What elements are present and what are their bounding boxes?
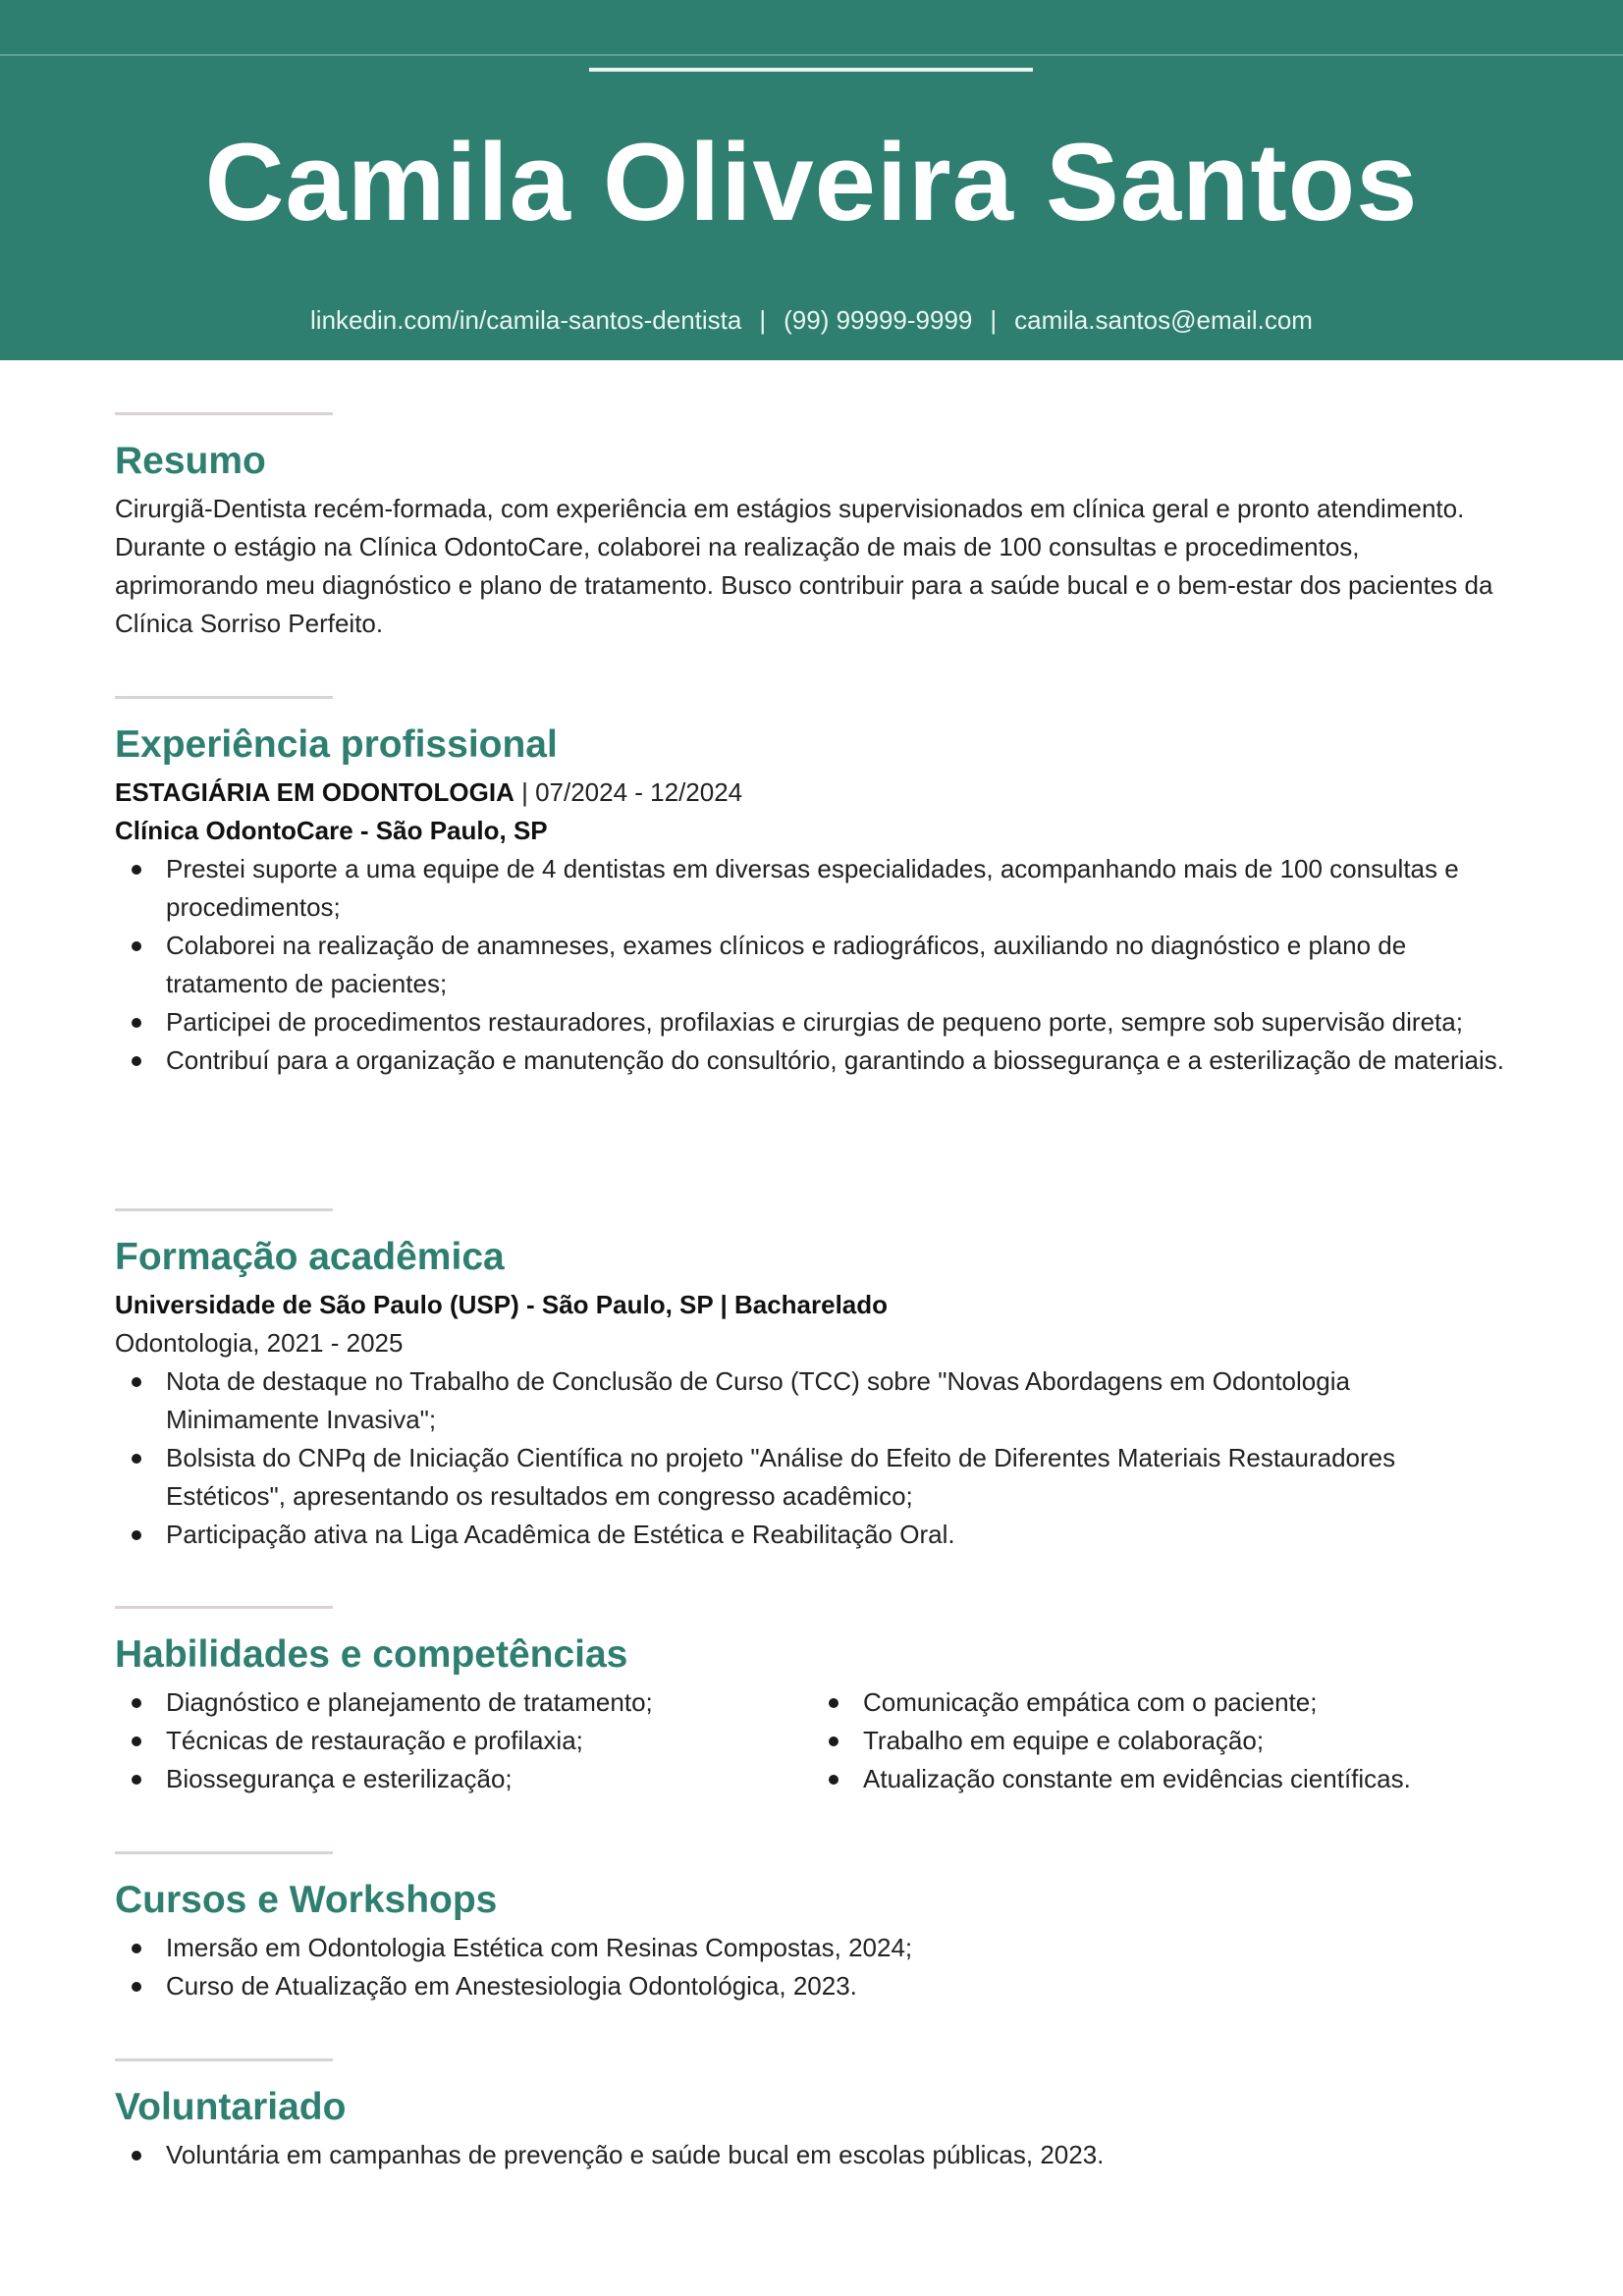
list-item: Biossegurança e esterilização;: [166, 1760, 812, 1798]
section-formacao: [115, 1208, 1509, 1554]
list-item: Imersão em Odontologia Estética com Resinas Compostas, 2024;: [166, 1929, 1509, 1967]
section-divider: [115, 412, 333, 415]
section-divider: [115, 1208, 333, 1211]
job-role: ESTAGIÁRIA EM ODONTOLOGIA: [115, 777, 514, 807]
section-title: Cursos e Workshops: [115, 1879, 498, 1921]
summary-text: Cirurgiã-Dentista recém-formada, com experiência em estágios supervisionados em clínica geral e pronto atendimento. Durante o estágio na Clínica OdontoCare, colaborei na realização de mais de 100 consultas e procedimentos, aprimorando meu diagnóstico e plano de tratamento. Busco contribuir para a saúde bucal e o bem-estar dos pacientes da Clínica Sorriso Perfeito.: [115, 494, 1493, 638]
contact-separator: |: [759, 305, 767, 335]
section-divider: [115, 696, 333, 699]
section-habilidades: [115, 1606, 1509, 1798]
courses-list: [115, 1929, 1509, 2005]
list-item: Participação ativa na Liga Acadêmica de Estética e Reabilitação Oral.: [166, 1516, 1509, 1554]
section-voluntariado: [115, 2058, 1509, 2174]
section-divider: [115, 1851, 333, 1854]
section-title: Voluntariado: [115, 2086, 347, 2128]
volunteer-list: [115, 2136, 1509, 2174]
list-item: Contribuí para a organização e manutenção do consultório, garantindo a biossegurança e a esterilização de materiais.: [166, 1041, 1509, 1080]
contact-separator: |: [990, 305, 998, 335]
list-item: Nota de destaque no Trabalho de Conclusão de Curso (TCC) sobre "Novas Abordagens em Odontologia Minimamente Invasiva";: [166, 1362, 1509, 1439]
list-item: Diagnóstico e planejamento de tratamento;: [166, 1683, 812, 1722]
email-link[interactable]: camila.santos@email.com: [1014, 305, 1313, 335]
header-top-line: [0, 54, 1623, 56]
list-item: Voluntária em campanhas de prevenção e saúde bucal em escolas públicas, 2023.: [166, 2136, 1509, 2174]
skills-columns: [115, 1683, 1509, 1798]
list-item: Trabalho em equipe e colaboração;: [863, 1722, 1509, 1760]
list-item: Atualização constante em evidências científicas.: [863, 1760, 1509, 1798]
job-bullets: [115, 850, 1509, 1080]
institution: Universidade de São Paulo (USP) - São Paulo, SP | Bacharelado: [115, 1290, 889, 1319]
candidate-name: Camila Oliveira Santos: [204, 121, 1419, 243]
phone-number: (99) 99999-9999: [784, 305, 973, 335]
contact-line: [0, 302, 1623, 338]
header-divider: [589, 68, 1033, 72]
list-item: Curso de Atualização em Anestesiologia Odontológica, 2023.: [166, 1967, 1509, 2005]
list-item: Comunicação empática com o paciente;: [863, 1683, 1509, 1722]
header-banner: [0, 0, 1623, 360]
list-item: Bolsista do CNPq de Iniciação Científica no projeto "Análise do Efeito de Diferentes Materiais Restauradores Estéticos", apresentando os resultados em congresso acadêmico;: [166, 1439, 1509, 1516]
linkedin-link[interactable]: linkedin.com/in/camila-santos-dentista: [310, 305, 742, 335]
list-item: Participei de procedimentos restauradores, profilaxias e cirurgias de pequeno porte, sempre sob supervisão direta;: [166, 1003, 1509, 1041]
section-title: Formação acadêmica: [115, 1236, 505, 1278]
section-title: Habilidades e competências: [115, 1633, 628, 1676]
job-company: Clínica OdontoCare - São Paulo, SP: [115, 816, 548, 845]
list-item: Colaborei na realização de anamneses, exames clínicos e radiográficos, auxiliando no diagnóstico e plano de tratamento de pacientes;: [166, 927, 1509, 1003]
list-item: Técnicas de restauração e profilaxia;: [166, 1722, 812, 1760]
education-bullets: [115, 1362, 1509, 1554]
section-cursos: [115, 1851, 1509, 2005]
section-experiencia: [115, 696, 1509, 1080]
list-item: Prestei suporte a uma equipe de 4 dentistas em diversas especialidades, acompanhando mais de 100 consultas e procedimentos;: [166, 850, 1509, 927]
section-divider: [115, 1606, 333, 1609]
job-heading: [115, 774, 1509, 812]
course: Odontologia, 2021 - 2025: [115, 1328, 404, 1358]
skills-left-list: [115, 1683, 812, 1798]
job-period: | 07/2024 - 12/2024: [521, 777, 743, 807]
section-title: Experiência profissional: [115, 723, 558, 766]
skills-right-list: [812, 1683, 1509, 1798]
section-resumo: [115, 412, 1509, 643]
section-divider: [115, 2058, 333, 2061]
section-title: Resumo: [115, 440, 266, 482]
